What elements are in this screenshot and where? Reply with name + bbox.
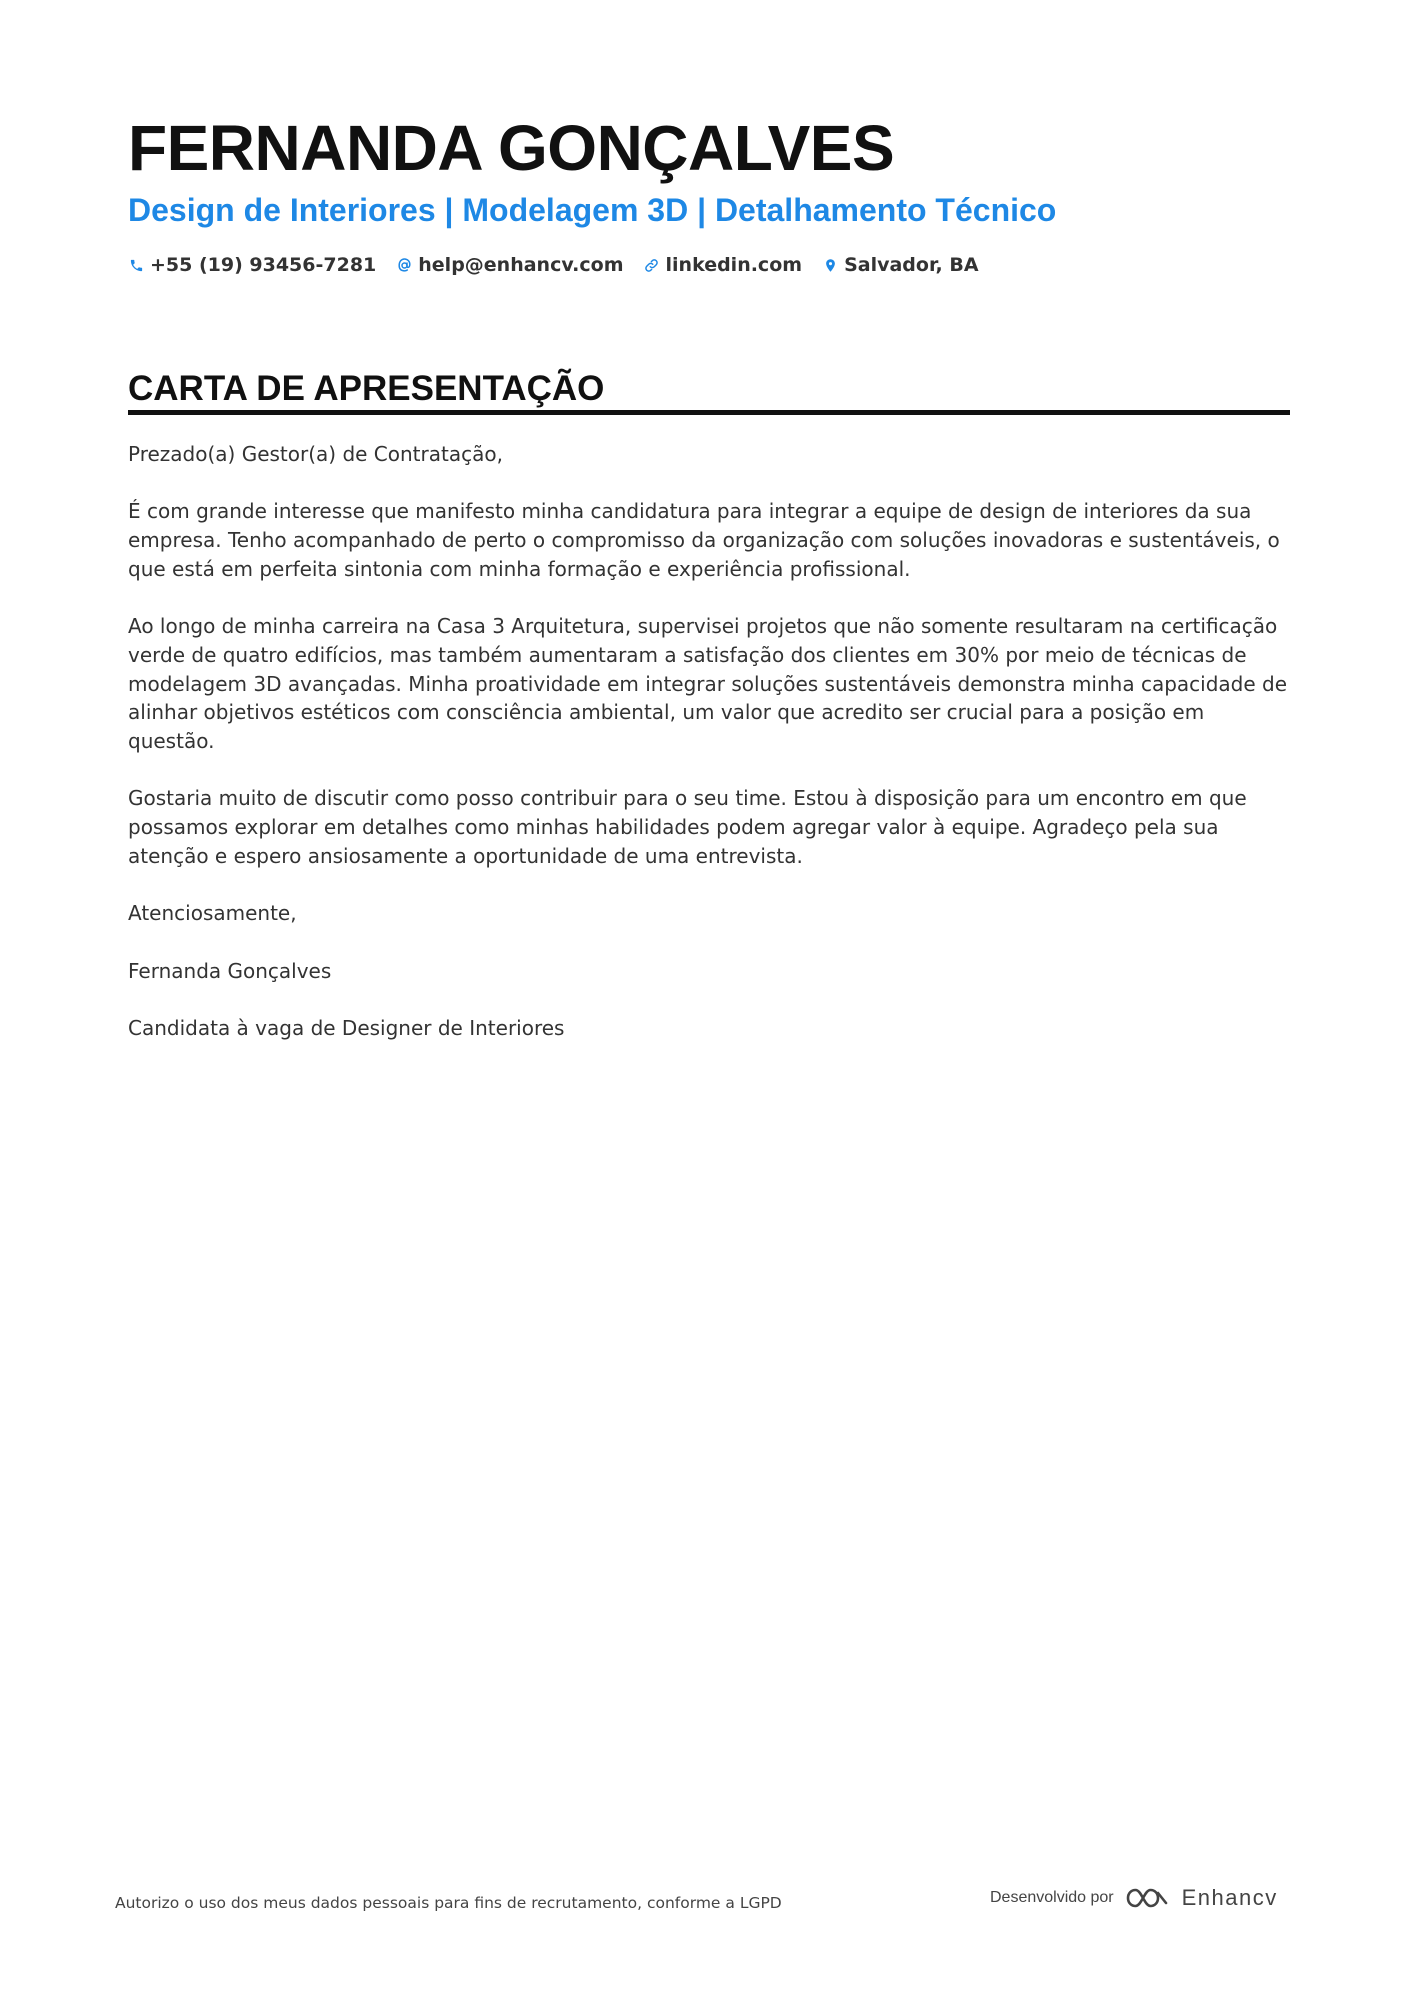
footer-consent-text: Autorizo o uso dos meus dados pessoais para fins de recrutamento, conforme a LGPD <box>115 1894 782 1912</box>
contact-linkedin-text[interactable]: linkedin.com <box>665 254 803 276</box>
contact-location <box>822 254 978 276</box>
letter-signature-name: Fernanda Gonçalves <box>128 958 332 983</box>
contact-linkedin[interactable] <box>644 254 803 276</box>
link-icon <box>644 256 660 274</box>
letter-paragraph: Ao longo de minha carreira na Casa 3 Arquitetura, supervisei projetos que não somente resultaram na certificação verde de quatro edifícios, mas também aumentaram a satisfação dos clientes em 30% por meio de técnicas de modelagem 3D avançadas. Minha proatividade em integrar soluções sustentáveis demonstra minha capacidade de alinhar objetivos estéticos com consciência ambiental, um valor que acredito ser crucial para a posição em questão. <box>128 614 1288 753</box>
brand-name: Enhancv <box>1181 1885 1278 1910</box>
enhancv-logo-icon <box>1124 1884 1172 1912</box>
letter-signature-role: Candidata à vaga de Designer de Interiores <box>128 1015 565 1040</box>
location-pin-icon <box>822 256 838 274</box>
contact-phone-text: +55 (19) 93456-7281 <box>150 254 377 276</box>
letter-paragraph: Gostaria muito de discutir como posso contribuir para o seu time. Estou à disposição para um encontro em que possamos explorar em detalhes como minhas habilidades podem agregar valor à equipe. Agradeço pela sua atenção e espero ansiosamente a oportunidade de uma entrevista. <box>128 786 1247 868</box>
letter-salutation: Prezado(a) Gestor(a) de Contratação, <box>128 442 503 466</box>
powered-by-label: Desenvolvido por <box>990 1889 1114 1906</box>
letter-body <box>128 440 1290 1071</box>
candidate-name: FERNANDA GONÇALVES <box>128 112 895 184</box>
contact-location-text: Salvador, BA <box>844 254 979 276</box>
footer-brand[interactable] <box>990 1884 1278 1912</box>
contact-email-text[interactable]: help@enhancv.com <box>418 254 624 276</box>
phone-icon <box>128 256 144 274</box>
contact-bar <box>128 254 979 276</box>
contact-phone <box>128 254 376 276</box>
candidate-title: Design de Interiores | Modelagem 3D | Detalhamento Técnico <box>128 192 1057 228</box>
letter-closing: Atenciosamente, <box>128 901 297 926</box>
at-icon <box>396 256 412 274</box>
cover-letter-page <box>128 0 1290 1995</box>
contact-email[interactable] <box>396 254 623 276</box>
section-divider <box>128 410 1290 415</box>
section-title: CARTA DE APRESENTAÇÃO <box>128 369 605 408</box>
letter-paragraph: É com grande interesse que manifesto minha candidatura para integrar a equipe de design de interiores da sua empresa. Tenho acompanhado de perto o compromisso da organização com soluções inovadoras e sustentáveis, o que está em perfeita sintonia com minha formação e experiência profissional. <box>128 499 1280 581</box>
